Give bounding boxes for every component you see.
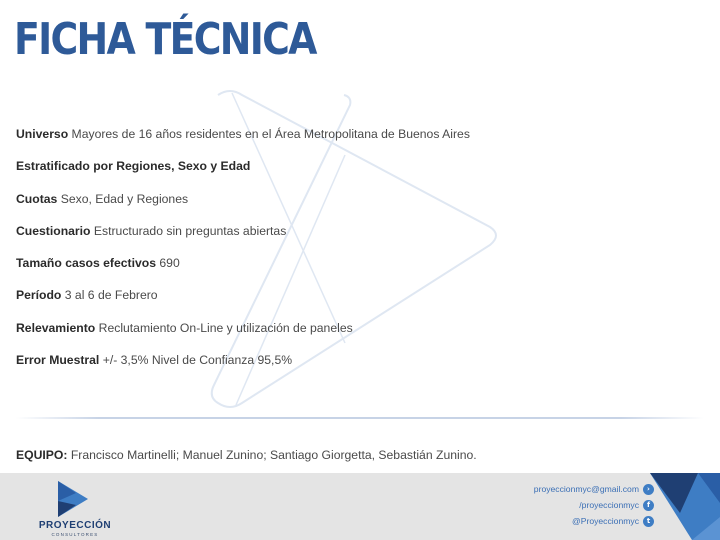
footer-bar [0, 473, 720, 540]
play-logo-icon [52, 479, 92, 519]
spec-key: Estratificado por Regiones, Sexo y Edad [16, 159, 251, 174]
section-divider [16, 417, 704, 419]
spec-key: Error Muestral [16, 353, 100, 368]
spec-value: Reclutamiento On-Line y utilización de paneles [98, 320, 353, 335]
spec-row-universo [16, 126, 616, 158]
page-title: FICHA TÉCNICA [14, 14, 316, 65]
spec-row-cuotas [16, 191, 616, 223]
brand-logo [30, 477, 120, 537]
arrow-right-icon: › [643, 484, 654, 495]
spec-key: Universo [16, 127, 69, 141]
contact-twitter[interactable] [454, 513, 654, 529]
team-members: Francisco Martinelli; Manuel Zunino; Santiago Giorgetta, Sebastián Zunino. [70, 448, 477, 462]
team-label: EQUIPO: [16, 448, 68, 462]
spec-key: Relevamiento [16, 320, 96, 335]
team-line [16, 448, 477, 462]
brand-subtitle: CONSULTORES [51, 532, 99, 537]
contact-email[interactable] [454, 481, 654, 497]
spec-row-cuestionario [16, 223, 616, 255]
spec-value: Mayores de 16 años residentes en el Área Metropolitana de Buenos Aires [71, 127, 470, 141]
spec-key: Período [16, 288, 62, 303]
contact-facebook[interactable] [454, 497, 654, 513]
facebook-icon: f [643, 500, 654, 511]
contact-text[interactable]: @Proyeccionmyc [572, 516, 639, 526]
spec-row-error-muestral [16, 352, 616, 384]
spec-key: Cuotas [16, 191, 58, 206]
spec-key: Tamaño casos efectivos [16, 256, 156, 271]
twitter-icon: t [643, 516, 654, 527]
spec-value: 3 al 6 de Febrero [64, 288, 158, 303]
contact-text[interactable]: /proyeccionmyc [579, 500, 639, 510]
spec-value: Estructurado sin preguntas abiertas [93, 223, 287, 238]
contact-list [454, 481, 654, 529]
spec-value: 690 [159, 256, 180, 271]
spec-key: Cuestionario [16, 223, 91, 238]
spec-row-estratificado [16, 158, 616, 190]
corner-decoration [650, 473, 720, 540]
spec-row-relevamiento [16, 320, 616, 352]
contact-text[interactable]: proyeccionmyc@gmail.com [533, 484, 639, 494]
spec-value: +/- 3,5% Nivel de Confianza 95,5% [102, 353, 293, 368]
technical-spec-list [16, 126, 616, 384]
spec-row-tamano [16, 255, 616, 287]
spec-row-periodo [16, 287, 616, 319]
brand-name: PROYECCIÓN [38, 520, 112, 531]
spec-value: Sexo, Edad y Regiones [60, 191, 189, 206]
